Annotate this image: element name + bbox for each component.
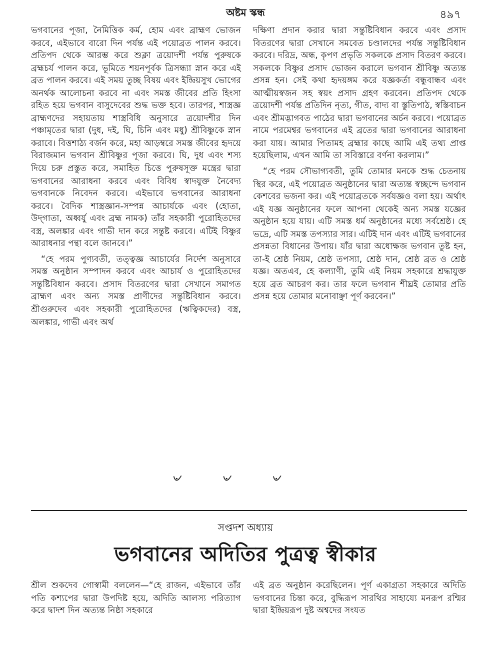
left-text-column — [31, 25, 241, 329]
left-paragraph: “হে পরম পুণ্যবতী, তত্ত্বজ্ঞ আচার্যের নির্দেশ অনুসারে সমস্ত অনুষ্ঠান সম্পাদন করবে এবং আচার্য ও পুরোহিতদের সন্তুষ্টিবিধান করবে। প্রসাদ বিতরণের দ্বারা সেখানে সমাগত ব্রাহ্মণ এবং অন্য সমস্ত প্রাণীদের সন্তুষ্টিবিধান করবে। শ্রীগুরুদেব এবং সহকারী পুরোহিতদের (ঋত্বিকদের) বস্ত্র, অলঙ্কার, গাভী এবং অর্থ — [31, 254, 241, 328]
chapter-number: সপ্তদশ অধ্যায় — [217, 523, 274, 534]
right-paragraph: “হে পরম সৌভাগ্যবতী, তুমি তোমার মনকে শুদ্ধ চেতনায় স্থির করে, এই পয়োব্রত অনুষ্ঠানের দ্বারা অত্যন্ত স্বচ্ছন্দে ভগবান কেশবের ভজনা কর। এই পয়োব্রতকে সর্বযজ্ঞও বলা হয়। অর্থাৎ এই যজ্ঞ অনুষ্ঠানের ফলে আপনা থেকেই অন্য সমস্ত যজ্ঞের অনুষ্ঠান হয়ে যায়। এটি সমস্ত ধর্ম অনুষ্ঠানের মধ্যে সর্বশ্রেষ্ঠ। হে ভদ্রে, এটি সমস্ত তপস্যার সার। এটিই দান এবং এটিই ভগবানের প্রসন্নতা বিধানের উপায়। যাঁর দ্বারা অধোক্ষজ ভগবান তুষ্ট হন, তা-ই শ্রেষ্ঠ নিয়ম, শ্রেষ্ঠ তপস্যা, শ্রেষ্ঠ দান, শ্রেষ্ঠ ব্রত ও শ্রেষ্ঠ যজ্ঞ। অতএব, হে কল্যাণী, তুমি এই নিয়ম সহকারে শ্রদ্ধাযুক্ত হয়ে ব্রত আচরণ কর। তার ফলে ভগবান শীঘ্রই তোমার প্রতি প্রসন্ন হয়ে তোমার মনোবাঞ্ছা পূর্ণ করবেন।” — [253, 167, 466, 303]
chapter-text-right: এই ব্রত অনুষ্ঠান করেছিলেন। পূর্ণ একাগ্রতা সহকারে অদিতি ভগবানের চিন্তা করে, বুদ্ধিরূপ সারথির সাহায্যে মনরূপ রশ্মির দ্বারা ইন্দ্রিয়রূপ দুষ্ট অশ্বদের সংযত — [253, 581, 466, 617]
ornament-divider: ৺৺৺ — [170, 471, 321, 490]
chapter-title: ভগবানের অদিতির পুত্রত্ব স্বীকার — [114, 542, 377, 566]
header-title: অষ্টম স্কন্ধ — [226, 8, 265, 19]
left-paragraph: ভগবানের পূজা, নৈমিত্তিক কর্ম, হোম এবং ব্রাহ্মণ ভোজন করবে, এইভাবে বারো দিন পর্যন্ত এই পয়োব্রত পালন করবে। প্রতিপদ থেকে আরম্ভ করে শুক্লা ত্রয়োদশী পর্যন্ত পুরুষকে ব্রহ্মচর্য পালন করে, ভূমিতে শয়নপূর্বক ত্রিসন্ধ্যা স্নান করে এই ব্রত পালন করবে। এই সময় তুচ্ছ বিষয় এবং ইন্দ্রিয়সুখ ভোগের অনর্থক আলোচনা করবে না এবং সমস্ত জীবের প্রতি হিংসা রহিত হয়ে ভগবান বাসুদেবের শুদ্ধ ভক্ত হবে। তারপর, শাস্ত্রজ্ঞ ব্রাহ্মণদের সহায়তায় শাস্ত্রবিধি অনুসারে ত্রয়োদশীর দিন পঞ্চামৃতের দ্বারা (দুধ, দই, ঘি, চিনি এবং মধু) শ্রীবিষ্ণুকে স্নান করাবে। বিত্তশাঠ্য বর্জন করে, মহা আড়ম্বরে সমস্ত জীবের হৃদয়ে বিরাজমান ভগবান শ্রীবিষ্ণুর পূজা করবে। ঘি, দুধ এবং শস্য দিয়ে চরু প্রস্তুত করে, সমাহিত চিত্তে পুরুষসূক্ত মন্ত্রের দ্বারা ভগবানের আরাধনা করবে এবং বিবিধ স্বাদযুক্ত নৈবেদ্য ভগবানকে নিবেদন করবে। এইভাবে ভগবানের আরাধনা করবে। বৈদিক শাস্ত্রজ্ঞান-সম্পন্ন আচার্যকে এবং (হোতা, উদ্‌গাতা, অধ্বর্যু এবং ব্রহ্ম নামক) তাঁর সহকারী পুরোহিতদের বস্ত্র, অলঙ্কার এবং গাভী দান করে সন্তুষ্ট করবে। এটিই বিষ্ণুর আরাধনার পন্থা বলে জানবে।” — [31, 26, 241, 250]
right-paragraph: দক্ষিণা প্রদান করার দ্বারা সন্তুষ্টিবিধান করবে এবং প্রসাদ বিতরণের দ্বারা সেখানে সমবেত চণ্ডালদের পর্যন্ত সন্তুষ্টিবিধান করবে। দরিদ্র, অন্ধ, কৃপণ প্রভৃতি সকলকে প্রসাদ বিতরণ করবে। সকলকে বিষ্ণুর প্রসাদ ভোজন করালে ভগবান শ্রীবিষ্ণু অত্যন্ত প্রসন্ন হন। সেই কথা হৃদয়ঙ্গম করে যজ্ঞকর্তা বন্ধুবান্ধব এবং আত্মীয়স্বজন সহ স্বয়ং প্রসাদ গ্রহণ করবেন। প্রতিপদ থেকে ত্রয়োদশী পর্যন্ত প্রতিদিন নৃত্য, গীত, বাদ্য বা স্তুতিপাঠ, স্বস্তিবাচন এবং শ্রীমদ্ভাগবত পাঠের দ্বারা ভগবানের অর্চন করবে। পয়োব্রত নামে পরমেশ্বর ভগবানের এই ব্রতের দ্বারা ভগবানের আরাধনা করা যায়। আমার পিতামহ ব্রহ্মার কাছে আমি এই তথ্য প্রাপ্ত হয়েছিলাম, এখন আমি তা সবিস্তারে বর্ণনা করলাম।” — [253, 26, 466, 162]
chapter-text-left: শ্রীল শুকদেব গোস্বামী বললেন—“হে রাজন, এইভাবে তাঁর পতি কশ্যপের দ্বারা উপদিষ্ট হয়ে, অদিতি আলস্য পরিত্যাগ করে দ্বাদশ দিন অত্যন্ত নিষ্ঠা সহকারে — [31, 581, 241, 617]
running-header — [0, 6, 491, 24]
right-text-column — [253, 25, 466, 304]
page-number: ৪৯৭ — [439, 8, 461, 21]
section-rule — [31, 510, 467, 511]
